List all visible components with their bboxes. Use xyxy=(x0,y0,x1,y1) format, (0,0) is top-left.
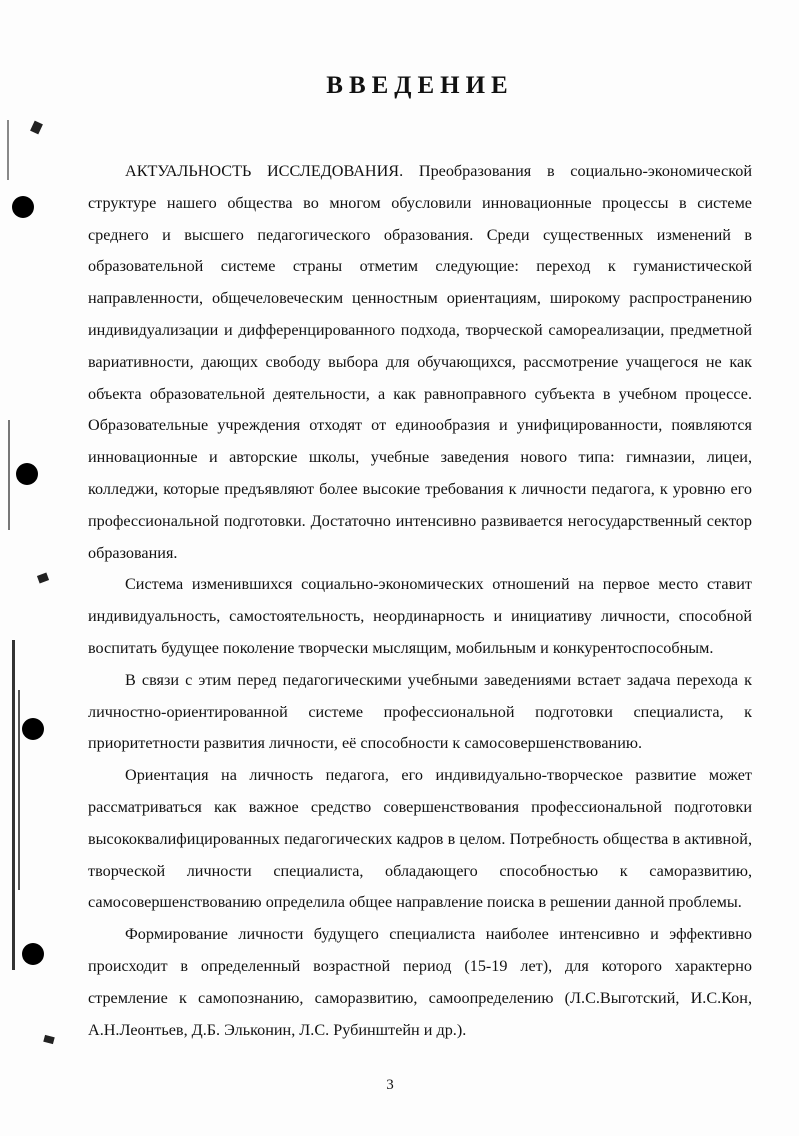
binder-hole-3 xyxy=(22,718,44,740)
body-text xyxy=(88,156,752,1046)
paragraph-3: В связи с этим перед педагогическими учебными заведениями встает задача перехода к личностно-ориентированной системе профессиональной подготовки специалиста, к приоритетности развития личности, её способности к самосовершенствованию. xyxy=(88,670,752,753)
binder-hole-4 xyxy=(22,943,44,965)
scan-speck xyxy=(30,121,43,135)
paragraph-2: Система изменившихся социально-экономических отношений на первое место ставит индивидуальность, самостоятельность, неординарность и инициативу личности, способной воспитать будущее поколение творчески мыслящим, мобильным и конкурентоспособным. xyxy=(88,575,752,657)
scan-edge-line xyxy=(8,420,10,530)
binder-hole-1 xyxy=(12,196,34,218)
page-title: ВВЕДЕНИЕ xyxy=(326,72,514,99)
paragraph-4: Ориентация на личность педагога, его индивидуально-творческое развитие может рассматриваться как важное средство совершенствования профессиональной подготовки высококвалифицированных педагогических кадров в целом. Потребность общества в активной, творческой личности специалиста, обладающего способностью к саморазвитию, самосовершенствованию определила общее направление поиска в решении данной проблемы. xyxy=(88,766,752,912)
scan-edge-line xyxy=(12,640,15,970)
scan-speck xyxy=(43,1035,54,1044)
scan-edge-line xyxy=(18,690,20,890)
paragraph-5: Формирование личности будущего специалиста наиболее интенсивно и эффективно происходит в определенный возрастной период (15-19 лет), для которого характерно стремление к самопознанию, саморазвитию, самоопределению (Л.С.Выготский, И.С.Кон, А.Н.Леонтьев, Д.Б. Эльконин, Л.С. Рубинштейн и др.). xyxy=(88,925,752,1039)
paragraph-1: АКТУАЛЬНОСТЬ ИССЛЕДОВАНИЯ. Преобразования в социально-экономической структуре нашего общества во многом обусловили инновационные процессы в системе среднего и высшего педагогического образования. Среди существенных изменений в образовательной системе страны отметим следующие: переход к гуманистической направленности, общечеловеческим ценностным ориентациям, широкому распространению индивидуализации и дифференцированного подхода, творческой самореализации, предметной вариативности, дающих свободу выбора для обучающихся, рассмотрение учащегося не как объекта образовательной деятельности, а как равноправного субъекта в учебном процессе. Образовательные учреждения отходят от единообразия и унифицированности, появляются инновационные и авторские школы, учебные заведения нового типа: гимназии, лицеи, колледжи, которые предъявляют более высокие требования к личности педагога, к уровню его профессиональной подготовки. Достаточно интенсивно развивается негосударственный сектор образования. xyxy=(88,162,752,562)
page-number: 3 xyxy=(386,1077,394,1093)
scan-edge-line xyxy=(7,120,9,180)
binder-hole-2 xyxy=(16,463,38,485)
scan-speck xyxy=(37,573,49,584)
